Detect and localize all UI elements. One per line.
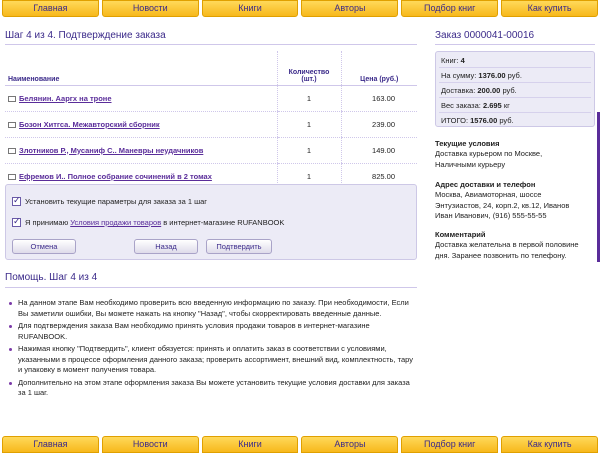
save-params-option xyxy=(12,197,207,206)
order-weight: Вес заказа: 2.695 кг xyxy=(441,101,510,110)
summary-divider xyxy=(439,97,591,98)
order-title-divider xyxy=(435,44,595,45)
col-price-header: Цена (руб.) xyxy=(341,51,417,85)
item-price: 825.00 xyxy=(341,163,417,189)
book-icon xyxy=(8,96,16,102)
order-summary-panel xyxy=(435,51,595,127)
book-link[interactable]: Бозон Хитгса. Межавторский сборник xyxy=(19,119,160,129)
item-qty: 1 xyxy=(277,111,341,137)
nav-authors[interactable]: Авторы xyxy=(301,0,398,17)
book-icon xyxy=(8,174,16,180)
nav-news[interactable]: Новости xyxy=(102,436,199,453)
order-sum: На сумму: 1376.00 руб. xyxy=(441,71,522,80)
conditions-title: Текущие условия xyxy=(435,139,500,148)
nav-how-to-buy[interactable]: Как купить xyxy=(501,436,598,453)
nav-how-to-buy[interactable]: Как купить xyxy=(501,0,598,17)
save-params-label: Установить текущие параметры для заказа за 1 шаг xyxy=(25,197,208,206)
help-title: Помощь. Шаг 4 из 4 xyxy=(5,272,98,283)
accept-terms-option xyxy=(12,218,284,227)
item-qty: 1 xyxy=(277,85,341,111)
item-qty: 1 xyxy=(277,137,341,163)
top-nav xyxy=(0,0,600,17)
table-row xyxy=(5,137,417,163)
terms-link[interactable]: Условия продажи товаров xyxy=(70,218,162,227)
cancel-button[interactable]: Отмена xyxy=(12,239,76,254)
list-item: Нажимая кнопку "Подтвердить", клиент обязуется: принять и оплатить заказ в соответствии с условиями, указанными в процессе оформления данного заказа; проверить ассортимент, внешний вид, комплектность, тару и упаковку в момент получения товара. xyxy=(8,344,413,376)
order-items-table xyxy=(5,51,417,190)
order-options-panel xyxy=(5,184,417,260)
summary-divider xyxy=(439,67,591,68)
nav-book-selection[interactable]: Подбор книг xyxy=(401,0,498,17)
item-name-cell xyxy=(5,85,277,111)
book-icon xyxy=(8,148,16,154)
back-button[interactable]: Назад xyxy=(134,239,198,254)
book-link[interactable]: Ефремов И.. Полное собрание сочинений в 2 томах xyxy=(19,171,212,181)
table-row xyxy=(5,85,417,111)
nav-home[interactable]: Главная xyxy=(2,0,99,17)
help-title-divider xyxy=(5,287,417,288)
step-title: Шаг 4 из 4. Подтверждение заказа xyxy=(5,30,166,41)
delivery-cost: Доставка: 200.00 руб. xyxy=(441,86,517,95)
table-row xyxy=(5,111,417,137)
address-text: Москва, Авиамоторная, шоссе Энтузиастов, 24, корп.2, кв.12, Иванов Иван Иванович, (916) 555-55-55 xyxy=(435,190,570,220)
step-title-divider xyxy=(5,44,417,45)
item-name-cell xyxy=(5,137,277,163)
save-params-checkbox[interactable] xyxy=(12,197,21,206)
item-name-cell xyxy=(5,111,277,137)
list-item: Дополнительно на этом этапе оформления заказа Вы можете установить текущие условия доставки для заказа за 1 шаг. xyxy=(8,378,413,399)
nav-news[interactable]: Новости xyxy=(102,0,199,17)
nav-home[interactable]: Главная xyxy=(2,436,99,453)
summary-divider xyxy=(439,112,591,113)
item-qty: 1 xyxy=(277,163,341,189)
bottom-nav xyxy=(0,436,600,453)
nav-books[interactable]: Книги xyxy=(202,436,299,453)
nav-authors[interactable]: Авторы xyxy=(301,436,398,453)
col-qty-header: Количество (шт.) xyxy=(277,51,341,85)
item-price: 163.00 xyxy=(341,85,417,111)
accept-terms-suffix: в интернет-магазине RUFANBOOK xyxy=(163,218,285,227)
col-name-header: Наименование xyxy=(5,51,277,85)
book-link[interactable]: Белянин. Ааргх на троне xyxy=(19,93,112,103)
item-price: 149.00 xyxy=(341,137,417,163)
nav-books[interactable]: Книги xyxy=(202,0,299,17)
confirm-button[interactable]: Подтвердить xyxy=(206,239,272,254)
order-title: Заказ 0000041-00016 xyxy=(435,30,535,41)
book-icon xyxy=(8,122,16,128)
summary-divider xyxy=(439,82,591,83)
list-item: Для подтверждения заказа Вам необходимо принять условия продажи товаров в интернет-магазине RUFANBOOK. xyxy=(8,321,413,342)
list-item: На данном этапе Вам необходимо проверить всю введенную информацию по заказу. При необходимости, Если Вы заметили ошибки, Вы можете нажать на кнопку "Назад", чтобы скорректировать введенные данные. xyxy=(8,298,413,319)
books-count: Книг: 4 xyxy=(441,56,465,65)
nav-book-selection[interactable]: Подбор книг xyxy=(401,436,498,453)
order-total: ИТОГО: 1576.00 руб. xyxy=(441,116,514,125)
address-title: Адрес доставки и телефон xyxy=(435,180,536,189)
accept-terms-checkbox[interactable] xyxy=(12,218,21,227)
item-price: 239.00 xyxy=(341,111,417,137)
table-header-row xyxy=(5,51,417,85)
accept-terms-prefix: Я принимаю xyxy=(25,218,69,227)
book-link[interactable]: Злотников Р., Мусаниф С.. Маневры неудачников xyxy=(19,145,204,155)
conditions-text: Доставка курьером по Москве, Наличными курьеру xyxy=(435,149,543,169)
help-list xyxy=(8,298,413,401)
comment-text: Доставка желательна в первой половине дня. Заранее позвонить по телефону. xyxy=(435,240,579,260)
comment-title: Комментарий xyxy=(435,230,486,239)
